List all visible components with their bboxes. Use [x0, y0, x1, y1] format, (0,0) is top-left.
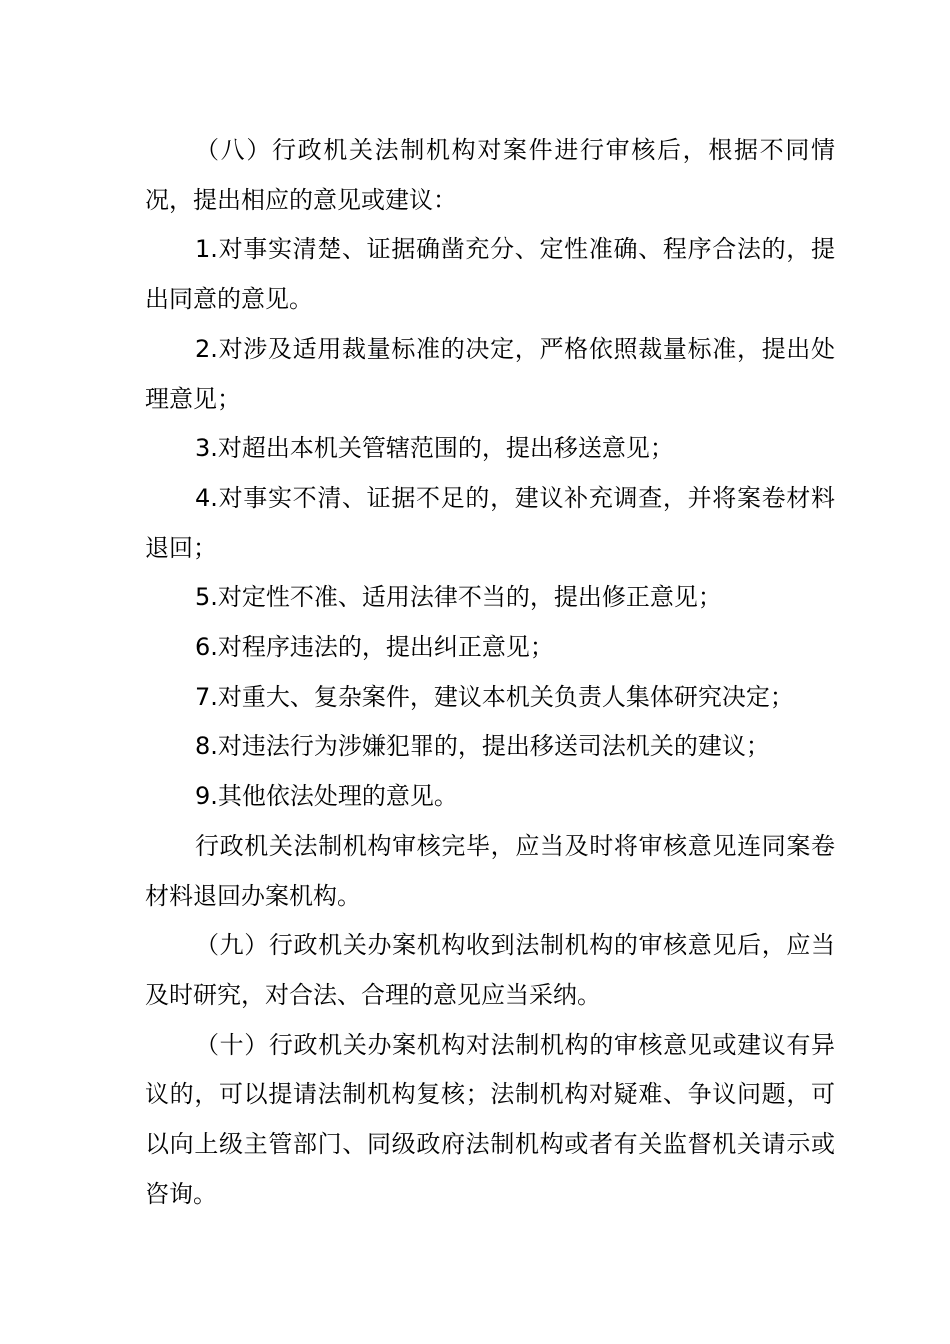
- paragraph-return-materials: 行政机关法制机构审核完毕，应当及时将审核意见连同案卷材料退回办案机构。: [145, 831, 835, 910]
- paragraph-item-1: 1.对事实清楚、证据确凿充分、定性准确、程序合法的，提出同意的意见。: [145, 235, 835, 314]
- paragraph-section-10: （十）行政机关办案机构对法制机构的审核意见或建议有异议的，可以提请法制机构复核；法制机构对疑难、争议问题，可以向上级主管部门、同级政府法制机构或者有关监督机关请示或咨询。: [145, 1030, 835, 1208]
- paragraph-item-7: 7.对重大、复杂案件，建议本机关负责人集体研究决定；: [195, 682, 794, 711]
- paragraph-review-results: （八）行政机关法制机构对案件进行审核后，根据不同情况，提出相应的意见或建议：: [145, 136, 835, 214]
- paragraph-item-8: 8.对违法行为涉嫌犯罪的，提出移送司法机关的建议；: [195, 732, 770, 761]
- paragraph-item-9: 9.其他依法处理的意见。: [195, 782, 458, 811]
- paragraph-item-4: 4.对事实不清、证据不足的，建议补充调查，并将案卷材料退回；: [145, 483, 835, 562]
- paragraph-item-2: 2.对涉及适用裁量标准的决定，严格依照裁量标准，提出处理意见；: [145, 334, 835, 413]
- document-body: [145, 126, 835, 1219]
- paragraph-item-3: 3.对超出本机关管辖范围的，提出移送意见；: [195, 434, 674, 463]
- paragraph-section-9: （九）行政机关办案机构收到法制机构的审核意见后，应当及时研究，对合法、合理的意见应当采纳。: [145, 931, 835, 1009]
- paragraph-item-5: 5.对定性不准、适用法律不当的，提出修正意见；: [195, 583, 722, 612]
- paragraph-item-6: 6.对程序违法的，提出纠正意见；: [195, 633, 554, 662]
